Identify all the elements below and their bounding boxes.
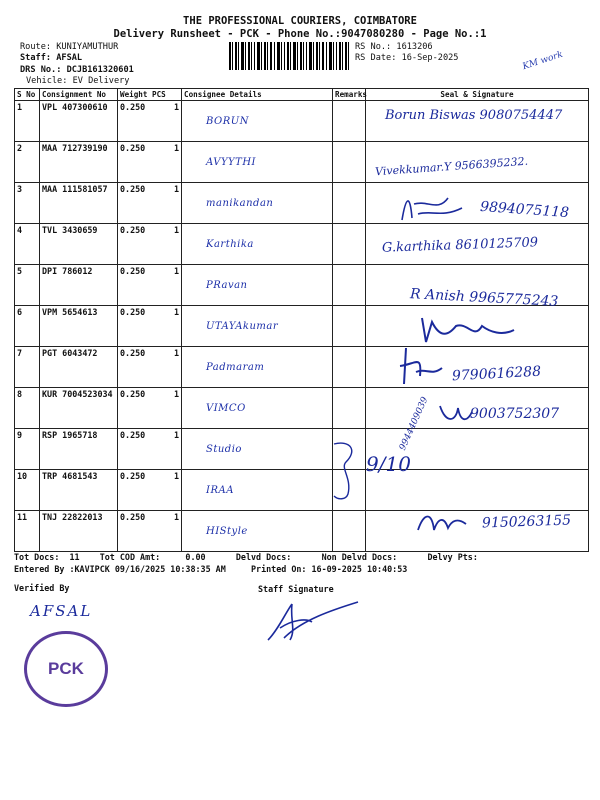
row-remarks [333, 511, 366, 552]
row-weight [118, 429, 182, 470]
staff-signature-label: Staff Signature [258, 584, 334, 594]
table-row [15, 470, 589, 511]
row-consignee [182, 388, 333, 429]
weight-value: 0.250 [120, 266, 146, 276]
row-remarks [333, 183, 366, 224]
pcs-value: 1 [173, 143, 179, 153]
route-label: Route: KUNIYAMUTHUR [20, 42, 119, 52]
row-sno: 11 [15, 511, 40, 552]
pcs-value: 1 [173, 266, 179, 276]
row-weight [118, 347, 182, 388]
signature-row-4: G.karthika 8610125709 [381, 235, 539, 256]
row-weight [118, 511, 182, 552]
row-sno: 3 [15, 183, 40, 224]
pcs-value: 1 [173, 102, 179, 112]
col-weight: Weight [120, 90, 148, 99]
row-remarks [333, 224, 366, 265]
staff-label: Staff: AFSAL [20, 53, 83, 63]
pcs-value: 1 [173, 348, 179, 358]
row-weight [118, 470, 182, 511]
row-weight [118, 306, 182, 347]
consignee-handwriting: IRAA [206, 485, 234, 496]
signature-row-5: R Anish 9965775243 [409, 286, 559, 310]
consignee-handwriting: VIMCO [206, 403, 246, 414]
company-title: THE PROFESSIONAL COURIERS, COIMBATORE [183, 15, 417, 27]
pcs-value: 1 [173, 184, 179, 194]
signature-row-11: 9150263155 [481, 512, 572, 532]
row-remarks [333, 265, 366, 306]
row-remarks [333, 142, 366, 183]
row-weight [118, 224, 182, 265]
weight-value: 0.250 [120, 471, 146, 481]
row-consignment-no: VPL 407300610 [40, 101, 118, 142]
scribble-signature-row-11 [414, 508, 470, 538]
staff-signature-scribble [262, 600, 362, 646]
row-consignment-no: PGT 6043472 [40, 347, 118, 388]
vertical-signature-rows-9-10: 9944409039 [398, 395, 431, 453]
pcs-value: 1 [173, 430, 179, 440]
weight-value: 0.250 [120, 143, 146, 153]
row-sno: 9 [15, 429, 40, 470]
weight-value: 0.250 [120, 389, 146, 399]
consignee-handwriting: Studio [206, 444, 242, 455]
row-consignment-no: MAA 712739190 [40, 142, 118, 183]
row-weight [118, 142, 182, 183]
row-sno: 1 [15, 101, 40, 142]
row-consignment-no: TNJ 22822013 [40, 511, 118, 552]
row-consignee [182, 265, 333, 306]
consignee-handwriting: PRavan [206, 280, 248, 291]
row-remarks [333, 101, 366, 142]
row-consignee [182, 101, 333, 142]
scribble-signature-row-7 [396, 346, 446, 386]
pcs-value: 1 [173, 512, 179, 522]
row-weight [118, 101, 182, 142]
row-consignment-no: MAA 111581057 [40, 183, 118, 224]
pcs-value: 1 [173, 471, 179, 481]
row-consignee [182, 347, 333, 388]
row-consignment-no: TRP 4681543 [40, 470, 118, 511]
row-consignment-no: VPM 5654613 [40, 306, 118, 347]
weight-value: 0.250 [120, 184, 146, 194]
row-sno: 8 [15, 388, 40, 429]
row-consignee [182, 306, 333, 347]
consignee-handwriting: Padmaram [206, 362, 265, 373]
col-remarks: Remarks [333, 89, 366, 101]
signature-row-8: 9003752307 [470, 406, 560, 422]
bracket-mark-rows-9-10 [328, 438, 368, 504]
row-remarks [333, 347, 366, 388]
signature-row-2: Vivekkumar.Y 9566395232. [374, 154, 529, 179]
weight-value: 0.250 [120, 348, 146, 358]
col-weight-pcs [118, 89, 182, 101]
row-consignment-no: RSP 1965718 [40, 429, 118, 470]
row-weight [118, 388, 182, 429]
signature-row-7: 9790616288 [451, 363, 542, 385]
consignee-handwriting: HIStyle [206, 526, 248, 537]
col-pcs: PCS [152, 90, 166, 99]
pcs-value: 1 [173, 389, 179, 399]
row-sno: 10 [15, 470, 40, 511]
pcs-value: 1 [173, 307, 179, 317]
table-header-row [15, 89, 589, 101]
weight-value: 0.250 [120, 307, 146, 317]
weight-value: 0.250 [120, 102, 146, 112]
row-consignment-no: DPI 786012 [40, 265, 118, 306]
margin-note: KM work [521, 49, 565, 73]
signature-row-1: Borun Biswas 9080754447 [385, 108, 563, 123]
pck-stamp [24, 631, 108, 707]
barcode-image [229, 42, 349, 70]
row-weight [118, 183, 182, 224]
weight-value: 0.250 [120, 512, 146, 522]
drs-label: DRS No.: DCJB161320601 [20, 65, 134, 75]
consignee-handwriting: UTAYAkumar [206, 321, 279, 332]
row-consignee [182, 224, 333, 265]
row-consignment-no: KUR 7004523034 [40, 388, 118, 429]
entered-by-line: Entered By :KAVIPCK 09/16/2025 10:38:35 AM Printed On: 16-09-2025 10:40:53 [14, 564, 408, 574]
scribble-signature-row-6 [418, 312, 518, 346]
row-sno: 6 [15, 306, 40, 347]
consignee-handwriting: AVYYTHI [206, 157, 256, 168]
row-sno: 5 [15, 265, 40, 306]
signature-row-3: 9894075118 [479, 198, 570, 222]
col-seal-signature: Seal & Signature [366, 89, 589, 101]
rs-date: RS Date: 16-Sep-2025 [355, 53, 459, 63]
consignee-handwriting: BORUN [206, 116, 249, 127]
verified-by-label: Verified By [14, 583, 70, 593]
row-consignee [182, 183, 333, 224]
pcs-value: 1 [173, 225, 179, 235]
row-consignee [182, 142, 333, 183]
scribble-signature-row-3 [398, 190, 468, 224]
col-consignment: Consignment No [40, 89, 118, 101]
row-consignee [182, 470, 333, 511]
col-sno: S No [15, 89, 40, 101]
row-remarks [333, 306, 366, 347]
row-weight [118, 265, 182, 306]
consignee-handwriting: manikandan [206, 198, 274, 209]
row-consignee [182, 429, 333, 470]
row-consignment-no: TVL 3430659 [40, 224, 118, 265]
consignee-handwriting: Karthika [206, 239, 254, 250]
row-consignee [182, 511, 333, 552]
runsheet-title: Delivery Runsheet - PCK - Phone No.:9047080280 - Page No.:1 [113, 28, 487, 40]
rs-number: RS No.: 1613206 [355, 42, 433, 52]
verified-name-handwriting: AFSAL [30, 602, 93, 620]
remarks-handwriting-9-10: 9/10 [366, 452, 411, 476]
stamp-label: PCK [48, 659, 84, 678]
vehicle-label: Vehicle: EV Delivery [26, 76, 130, 86]
row-sno: 4 [15, 224, 40, 265]
weight-value: 0.250 [120, 430, 146, 440]
row-sno: 7 [15, 347, 40, 388]
row-remarks [333, 388, 366, 429]
col-consignee: Consignee Details [182, 89, 333, 101]
weight-value: 0.250 [120, 225, 146, 235]
row-sno: 2 [15, 142, 40, 183]
table-row [15, 429, 589, 470]
totals-line: Tot Docs: 11 Tot COD Amt: 0.00 Delvd Docs: Non Delvd Docs: Delvy Pts: [14, 552, 478, 562]
